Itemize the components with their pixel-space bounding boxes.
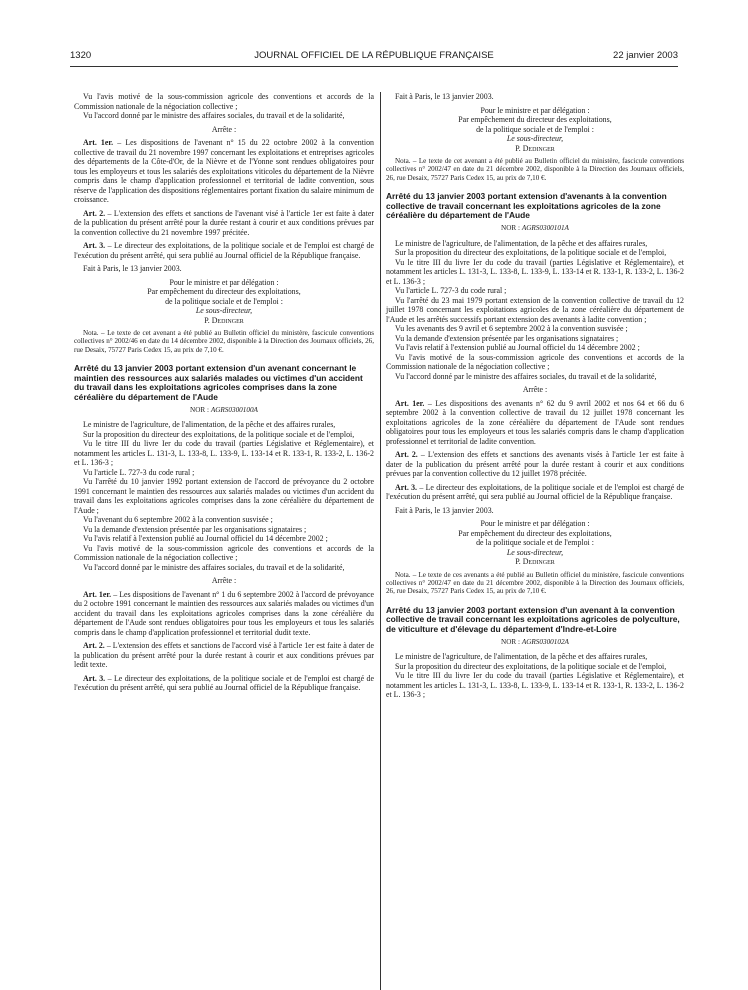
nor-label: NOR : [501,224,521,232]
paragraph: Vu l'arrêté du 10 janvier 1992 portant extension de l'accord de prévoyance du 2 octobre 1991 concernant le maintien des ressources aux salariés malades ou victimes d'un accident du travail dans les exploitations agricoles comprises dans la zone céréalière du département de l'Aude ; [74,477,374,515]
page-header [70,50,678,64]
fait-a-paris: Fait à Paris, le 13 janvier 2003. [395,92,494,101]
paragraph: Vu le titre III du livre Ier du code du travail (parties Législative et Réglementaire), et notamment les articles L. 131-3, L. 133-8, L. 133-9, L. 133-14 et R. 133-1, R. 133-2, L. 136-2 et L. 136-3 ; [386,671,684,699]
paragraph: Vu les avenants des 9 avril et 6 septembre 2002 à la convention susvisée ; [395,324,628,333]
header-rule [70,66,678,67]
nor-label: NOR : [501,637,521,646]
signatory-name: P. Dedinger [515,143,555,153]
article-label: Art. 1er. [83,138,114,147]
signature-line: de la politique sociale et de l'emploi : [165,296,283,306]
right-column [386,92,684,700]
signature-line: Par empêchement du directeur des exploitations, [458,528,612,538]
decree-title: Arrêté du 13 janvier 2003 portant extension d'un avenant concernant le maintien des ressources aux salariés malades ou victimes d'un accident du travail dans les exploitations agricoles comprises dans la zone céréalière du département de l'Aude [74,363,363,402]
signatory-role: Le sous-directeur, [195,306,253,315]
nor-code: AGRS0300100A [210,405,258,414]
decree-title: Arrêté du 13 janvier 2003 portant extension d'avenants à la convention collective de travail concernant les exploitations agricoles de la zone céréalière du département de l'Aude [386,191,667,221]
arrete-heading: Arrête : [522,385,548,394]
paragraph: Vu l'avenant du 6 septembre 2002 à la convention susvisée ; [83,515,273,525]
article [386,450,684,479]
signatory-name: P. Dedinger [204,315,244,325]
signatory-role: Le sous-directeur, [506,134,564,143]
column-divider [380,92,381,990]
nor-code: AGRS0300101A [521,224,569,232]
signature-line: Par empêchement du directeur des exploitations, [147,287,301,296]
page-number: 1320 [70,50,92,61]
signature-line: de la politique sociale et de l'emploi : [476,538,594,547]
paragraph: Vu l'article L. 727-3 du code rural ; [83,467,195,477]
article-text: – Le directeur des exploitations, de la politique sociale et de l'emploi est chargé de l'exécution du présent arrêté, qui sera publié au Journal officiel de la République française. [386,482,684,501]
signature-line: Par empêchement du directeur des exploitations, [458,115,612,124]
article-text: – Le directeur des exploitations, de la politique sociale et de l'emploi est chargé de l'exécution du présent arrêté, qui sera publié au Journal officiel de la République française. [74,241,374,260]
paragraph: Vu l'avis relatif à l'extension publié au Journal officiel du 14 décembre 2002 ; [395,343,640,352]
nota: Nota. – Le texte de cet avenant a été publié au Bulletin officiel du ministère, fascicule conventions collectives n° 2002/47 en date du 21 décembre 2002, disponible à la Direction des Journaux officiels, 26, rue Desaix, 75727 Paris Cedex 15, au prix de 7,10 €. [386,157,684,182]
fait-a-paris: Fait à Paris, le 13 janvier 2003. [83,264,182,273]
signature-line: de la politique sociale et de l'emploi : [476,124,594,134]
paragraph: Vu l'accord donné par le ministre des affaires sociales, du travail et de la solidarité, [83,111,345,120]
signature-line: Pour le ministre et par délégation : [169,277,279,287]
paragraph: Le ministre de l'agriculture, de l'alimentation, de la pêche et des affaires rurales, [395,652,648,661]
article-label: Art. 1er. [83,589,112,599]
nota: Nota. – Le texte de cet avenant a été publié au Bulletin officiel du ministère, fascicule conventions collectives n° 2002/46 en date du 14 décembre 2002, disponible à la Direction des Journaux officiels, 26, rue Desaix, 75727 Paris Cedex 15, au prix de 7,10 €. [74,329,374,354]
decree-title: Arrêté du 13 janvier 2003 portant extension d'un avenant à la convention collective de travail concernant les exploitations agricoles de polyculture, de viticulture et d'élevage du département d'Indre-et-Loire [386,604,680,634]
paragraph: Vu l'avis motivé de la sous-commission agricole des conventions et accords de la Commission nationale de la négociation collective ; [74,543,374,563]
article-label: Art. 1er. [395,398,425,408]
paragraph: Vu la demande d'extension présentée par les organisations signataires ; [395,333,619,343]
journal-title: JOURNAL OFFICIEL DE LA RÉPUBLIQUE FRANÇAISE [254,50,494,61]
paragraph: Sur la proposition du directeur des exploitations, de la politique sociale et de l'emploi, [83,429,355,439]
article [74,241,374,260]
issue-date: 22 janvier 2003 [613,50,678,61]
nota: Nota. – Le texte de ces avenants a été publié au Bulletin officiel du ministère, fascicule conventions collectives n° 2002/47 en date du 21 décembre 2002, disponible à la Direction des Journaux officiels, 26, rue Desaix, 75727 Paris Cedex 15, au prix de 7,10 €. [386,570,684,596]
paragraph: Le ministre de l'agriculture, de l'alimentation, de la pêche et des affaires rurales, [395,238,648,248]
nor-label: NOR : [190,405,210,414]
signature-block [386,106,684,154]
paragraph: Vu l'avis motivé de la sous-commission agricole des conventions et accords de la Commission nationale de la négociation collective ; [74,92,374,111]
article-text: – Le directeur des exploitations, de la politique sociale et de l'emploi est chargé de l'exécution du présent arrêté, qui sera publié au Journal officiel de la République française. [74,673,374,693]
paragraph: Vu l'avis motivé de la sous-commission agricole des conventions et accords de la Commission nationale de la négociation collective ; [386,352,684,371]
article [74,674,374,693]
article-label: Art. 3. [395,482,418,492]
signature-block [74,278,374,326]
article [386,483,684,502]
article [386,399,684,447]
arrete-heading: Arrête : [211,576,237,586]
article-text: – L'extension des effets et sanctions de l'avenant visé à l'article 1er est faite à dater de la publication du présent arrêté pour la durée restant à courir et aux conditions prévues par la convention collective du 21 novembre 1997 précitée. [74,208,374,237]
paragraph: Vu l'accord donné par le ministre des affaires sociales, du travail et de la solidarité, [395,371,657,381]
nor-reference [74,406,374,416]
signature-block [386,519,684,567]
paragraph: Vu le titre III du livre Ier du code du travail (parties Législative et Réglementaire), et notamment les articles L. 131-3, L. 133-8, L. 133-9, L. 133-14 et R. 133-1, R. 133-2, L. 136-2 et L. 136-3 ; [74,439,374,468]
signatory-name: P. Dedinger [515,557,555,566]
article [74,138,374,205]
article-text: – Les dispositions des avenants n° 62 du 9 avril 2002 et nos 64 et 66 du 6 septembre 2002 à la convention collective de travail du 12 juillet 1978 concernant les exploitations agricoles de la zone céréalière du département de l'Aude sont rendues obligatoires pour tous les employeurs et tous les salariés compris dans le champ d'application professionnel et territorial de ladite convention. [386,398,684,446]
article-text: – Les dispositions de l'avenant n° 1 du 6 septembre 2002 à l'accord de prévoyance du 2 octobre 1991 concernant le maintien des ressources aux salariés malades ou victimes d'un accident du travail dans les exploitations agricoles comprises dans la zone céréalière du département de l'Aude sont rendues obligatoires pour tous les employeurs et tous les salariés compris dans le champ d'application professionnel et territorial dudit texte. [74,589,374,637]
paragraph: Vu l'accord donné par le ministre des affaires sociales, du travail et de la solidarité, [83,562,345,572]
nor-code: AGRS0300102A [521,637,569,646]
nor-reference [386,638,684,648]
paragraph: Vu l'avis relatif à l'extension publié au Journal officiel du 14 décembre 2002 ; [83,534,328,544]
signature-line: Pour le ministre et par délégation : [480,519,590,528]
paragraph: Sur la proposition du directeur des exploitations, de la politique sociale et de l'emploi, [395,661,667,671]
nor-reference [386,224,684,234]
paragraph: Sur la proposition du directeur des exploitations, de la politique sociale et de l'emploi, [395,248,667,257]
signature-line: Pour le ministre et par délégation : [480,105,590,115]
article-label: Art. 3. [83,673,106,683]
signatory-role: Le sous-directeur, [506,547,564,557]
article [74,641,374,670]
article-label: Art. 2. [83,641,105,651]
arrete-heading: Arrête : [211,124,237,134]
article-label: Art. 3. [83,241,106,250]
article [74,209,374,238]
paragraph: Vu l'article L. 727-3 du code rural ; [395,286,507,295]
left-column [74,92,374,693]
fait-a-paris: Fait à Paris, le 13 janvier 2003. [395,505,494,515]
article [74,590,374,638]
paragraph: Vu le titre III du livre Ier du code du travail (parties Législative et Réglementaire), et notamment les articles L. 131-3, L. 133-8, L. 133-9, L. 133-14 et R. 133-1, R. 133-2, L. 136-2 et L. 136-3 ; [386,257,684,286]
article-label: Art. 2. [395,450,418,459]
paragraph: Vu l'arrêté du 23 mai 1979 portant extension de la convention collective de travail du 12 juillet 1978 concernant les exploitations agricoles de la zone céréalière du département de l'Aude et les arrêtés successifs portant extension des avenants à ladite convention ; [386,295,684,324]
article-text: – Les dispositions de l'avenant n° 15 du 22 octobre 2002 à la convention collective de travail du 21 novembre 1997 concernant les exploitations et entreprises agricoles des départements de la Côte-d'Or, de la Nièvre et de l'Yonne sont rendues obligatoires pour tous les employeurs et tous les salariés des exploitations viticoles du département de la Nièvre compris dans le champ d'application professionnel et territorial de ladite convention, sous réserve de l'application des dispositions réglementaires portant fixation du salaire minimum de croissance. [74,138,374,204]
paragraph: Le ministre de l'agriculture, de l'alimentation, de la pêche et des affaires rurales, [83,420,336,430]
article-text: – L'extension des effets et sanctions de l'accord visé à l'article 1er est faite à dater de la publication du présent arrêté pour la durée restant à courir et aux conditions prévues par ledit texte. [74,641,374,670]
article-label: Art. 2. [83,208,106,218]
paragraph: Vu la demande d'extension présentée par les organisations signataires ; [83,524,307,534]
article-text: – L'extension des effets et sanctions des avenants visés à l'article 1er est faite à dater de la publication du présent arrêté pour la durée restant à courir et aux conditions prévues par la convention collective du 12 juillet 1978 précitée. [386,450,684,478]
